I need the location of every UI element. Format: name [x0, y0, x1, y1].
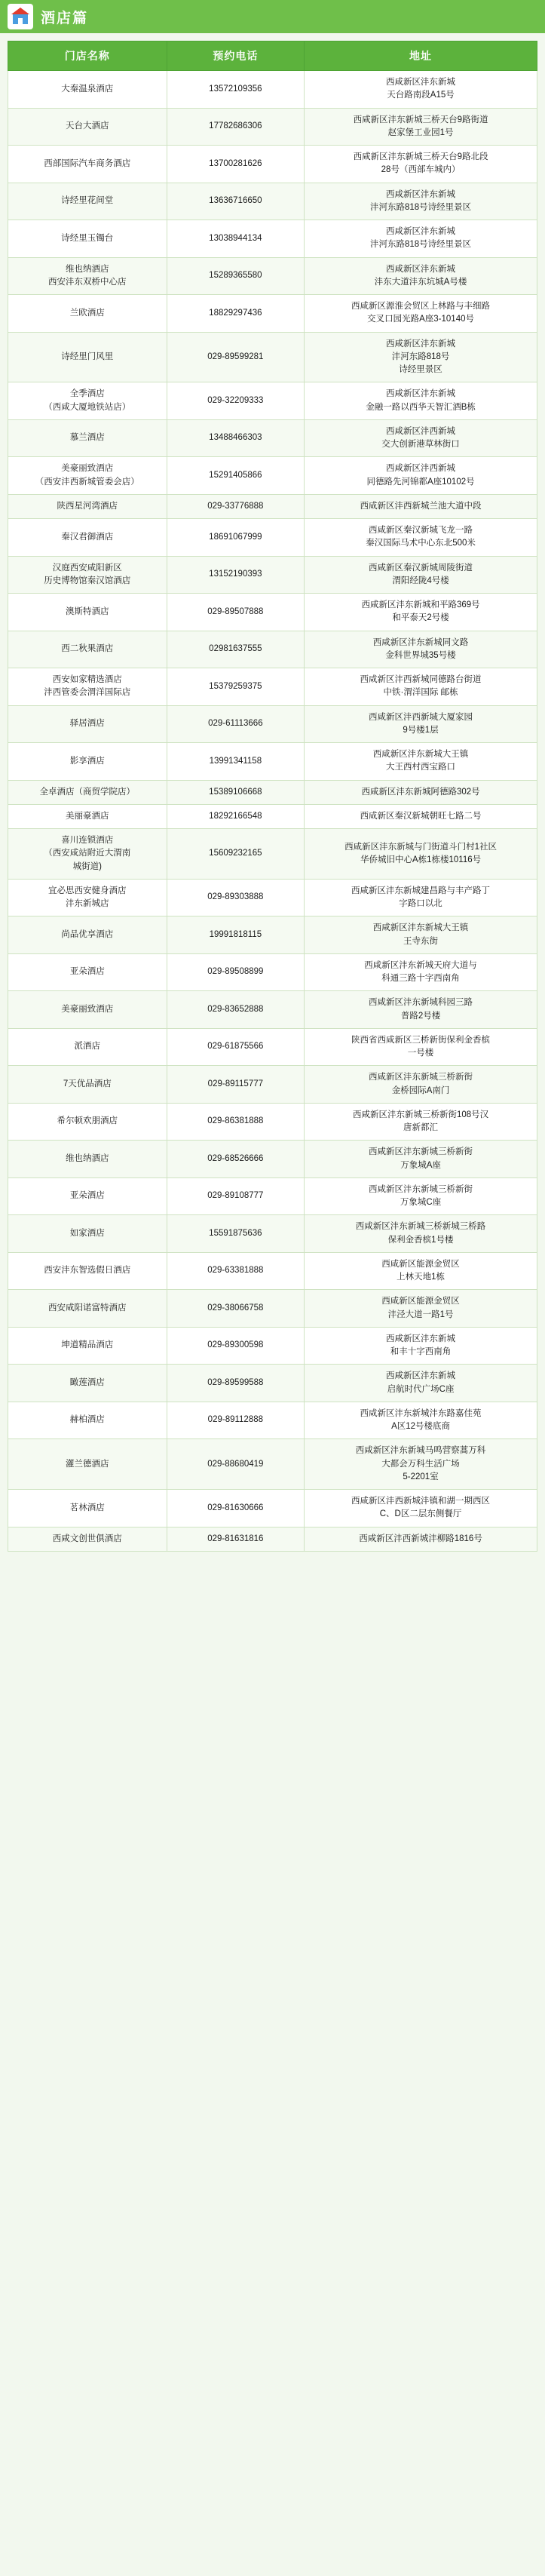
address-line: 西咸新区沣东新城马鸣营察蒿万科	[355, 1446, 486, 1456]
address-line: A区12号楼底商	[391, 1422, 451, 1431]
cell-address	[305, 1290, 537, 1328]
cell-store-name	[8, 780, 167, 804]
store-name-line: 沣西管委会渭洋国际店	[44, 688, 131, 698]
address-line: 西咸新区秦汉新城朝旺七路二号	[360, 811, 482, 821]
table-row	[8, 419, 537, 457]
store-name-line: 尚品优享酒店	[61, 929, 114, 939]
cell-store-name	[8, 953, 167, 991]
cell-store-name	[8, 1066, 167, 1104]
store-name-line: 如家酒店	[69, 1228, 105, 1238]
address-line: 西咸新区沣东新城	[386, 264, 456, 274]
address-line: 西咸新区沣东新城阿德路302号	[361, 787, 480, 797]
table-row	[8, 146, 537, 183]
store-name-line: 诗经里门风里	[61, 352, 114, 361]
store-name-line: 派酒店	[74, 1042, 101, 1052]
address-line: 西咸新区沣东新城	[386, 189, 456, 199]
cell-phone[interactable]: 02981637555	[167, 631, 305, 668]
address-line: 和丰十字西南角	[390, 1347, 452, 1356]
store-name-line: 宜必思西安健身酒店	[48, 886, 127, 895]
cell-address	[305, 183, 537, 220]
store-name-line: 诗经里花间堂	[61, 196, 114, 206]
cell-store-name	[8, 382, 167, 420]
cell-phone[interactable]: 029-89300598	[167, 1327, 305, 1365]
address-line: 西咸新区沣东新城	[386, 78, 456, 87]
store-name-line: 历史博物馆秦汉馆酒店	[44, 576, 131, 585]
address-line: 渭阳经陇4号楼	[392, 576, 449, 585]
cell-store-name	[8, 146, 167, 183]
cell-address	[305, 1402, 537, 1439]
address-line: 西咸新区能源金贸区	[381, 1297, 460, 1306]
cell-store-name	[8, 519, 167, 557]
cell-address	[305, 1439, 537, 1490]
cell-address	[305, 1141, 537, 1178]
address-line: 西咸新区沣东新城	[386, 339, 456, 348]
address-line: 华侨城旧中心A栋1栋楼10116号	[360, 855, 482, 864]
cell-address	[305, 916, 537, 954]
address-line: 一号楼	[407, 1049, 434, 1058]
store-name-line: 喜川连锁酒店	[61, 836, 114, 845]
cell-address	[305, 257, 537, 295]
cell-phone[interactable]: 029-81631816	[167, 1527, 305, 1551]
table-header-row	[8, 41, 537, 71]
cell-address	[305, 705, 537, 743]
address-line: 西咸新区沣西新城沣柳路1816号	[359, 1534, 482, 1543]
address-line: 和平泰天2号楼	[392, 613, 449, 623]
cell-phone[interactable]: 13152190393	[167, 556, 305, 594]
cell-address	[305, 332, 537, 382]
cell-address	[305, 1028, 537, 1066]
cell-phone[interactable]: 029-89115777	[167, 1066, 305, 1104]
table-row	[8, 220, 537, 258]
store-name-line: 全季酒店	[69, 389, 105, 399]
cell-store-name	[8, 1490, 167, 1527]
table-row	[8, 916, 537, 954]
table-row	[8, 991, 537, 1029]
store-name-line: 维也纳酒店	[66, 1153, 109, 1163]
table-row	[8, 556, 537, 594]
store-name-line: （西安咸站附近大渭南	[44, 849, 131, 858]
address-line: 沣东大道沣东坑城A号楼	[374, 277, 467, 287]
address-line: 西咸新区能源金贸区	[381, 1259, 460, 1269]
table-row	[8, 631, 537, 668]
address-line: 5-2201室	[403, 1472, 439, 1481]
cell-phone[interactable]: 13038944134	[167, 220, 305, 258]
address-line: 西咸新区沣东新城和平路369号	[361, 600, 480, 609]
address-line: 交大创新港草林街口	[381, 440, 460, 449]
address-line: 西咸新区沣西新城	[386, 426, 456, 436]
cell-store-name	[8, 1252, 167, 1290]
cell-store-name	[8, 1290, 167, 1328]
cell-store-name	[8, 494, 167, 518]
store-name-line: 瞰莲酒店	[69, 1377, 105, 1387]
cell-store-name	[8, 1028, 167, 1066]
cell-address	[305, 1365, 537, 1402]
cell-address	[305, 146, 537, 183]
cell-store-name	[8, 743, 167, 781]
cell-store-name	[8, 1402, 167, 1439]
address-line: 同德路先河锦都A座10102号	[366, 477, 475, 487]
cell-phone[interactable]: 17782686306	[167, 108, 305, 146]
cell-phone[interactable]: 029-89108777	[167, 1177, 305, 1215]
cell-phone[interactable]: 15609232165	[167, 829, 305, 880]
cell-store-name	[8, 879, 167, 916]
table-row	[8, 71, 537, 109]
address-line: 大王西村西宝路口	[386, 763, 456, 772]
address-line: 金融一路以西华天智汇酒B栋	[366, 402, 476, 412]
cell-store-name	[8, 668, 167, 706]
cell-address	[305, 295, 537, 333]
address-line: 西咸新区沣西新城大厦家园	[369, 712, 473, 722]
address-line: 字路口以北	[399, 899, 442, 908]
store-name-line: 西二秋果酒店	[61, 644, 114, 654]
address-line: 沣河东路818号	[391, 352, 450, 361]
cell-phone[interactable]: 18829297436	[167, 295, 305, 333]
address-line: 西咸新区沣东新城三桥天台9路街道	[353, 115, 488, 124]
address-line: 赵家堡工业园1号	[387, 127, 454, 137]
cell-phone[interactable]: 029-81630666	[167, 1490, 305, 1527]
cell-address	[305, 494, 537, 518]
address-line: 西咸新区沣西新城	[386, 464, 456, 474]
table-body	[8, 71, 537, 1552]
table-row	[8, 382, 537, 420]
store-name-line: 陕西星河湾酒店	[57, 501, 118, 511]
table-row	[8, 780, 537, 804]
address-line: 28号（西部车城内）	[381, 165, 461, 175]
address-line: 西咸新区沣东新城	[386, 389, 456, 399]
address-line: 大都会万科生活广场	[381, 1459, 460, 1469]
table-row	[8, 1490, 537, 1527]
address-line: 中铁·渭洋国际 邮栋	[383, 688, 458, 698]
table-header	[8, 41, 537, 71]
address-line: 西咸新区沣东新城三桥新街108号汉	[352, 1110, 489, 1119]
cell-phone[interactable]: 19991818115	[167, 916, 305, 954]
address-line: 秦汉国际马术中心东北500米	[366, 539, 476, 548]
address-line: 保利金香槟1号楼	[387, 1235, 454, 1245]
cell-phone[interactable]: 029-63381888	[167, 1252, 305, 1290]
cell-store-name	[8, 1177, 167, 1215]
table-row	[8, 1177, 537, 1215]
address-line: 西咸新区沣东新城	[386, 1371, 456, 1381]
table-row	[8, 1252, 537, 1290]
address-line: 诗经里景区	[399, 365, 442, 374]
store-name-line: 汉庭西安咸阳新区	[52, 563, 122, 573]
cell-address	[305, 804, 537, 828]
cell-address	[305, 519, 537, 557]
cell-address	[305, 556, 537, 594]
store-name-line: 西部国际汽车商务酒店	[44, 158, 131, 168]
cell-store-name	[8, 804, 167, 828]
cell-address	[305, 1215, 537, 1253]
table-row	[8, 1215, 537, 1253]
cell-phone[interactable]: 029-89303888	[167, 879, 305, 916]
cell-store-name	[8, 457, 167, 495]
address-line: 西咸新区秦汉新城周陵街道	[369, 563, 473, 573]
address-line: 西咸新区沣东新城与门街道斗门村1社区	[344, 842, 497, 852]
cell-address	[305, 382, 537, 420]
table-row	[8, 594, 537, 631]
address-line: 西咸新区沣西新城兰池大道中段	[360, 501, 482, 511]
address-line: 西咸新区沣东新城大王镇	[372, 750, 469, 759]
cell-store-name	[8, 108, 167, 146]
store-name-line: 城街道)	[72, 861, 102, 871]
cell-store-name	[8, 332, 167, 382]
store-name-line: 美豪丽致酒店	[61, 1004, 114, 1014]
address-line: 西咸新区沣东新城天府大道与	[364, 960, 477, 970]
table-row	[8, 1402, 537, 1439]
address-line: 西咸新区秦汉新城飞龙一路	[369, 526, 473, 535]
cell-address	[305, 1527, 537, 1551]
cell-store-name	[8, 419, 167, 457]
cell-phone[interactable]: 029-33776888	[167, 494, 305, 518]
store-name-line: （西安沣西新城管委会店）	[35, 477, 139, 487]
store-name-line: 坤道精品酒店	[61, 1340, 114, 1350]
table-row	[8, 457, 537, 495]
address-line: 沣泾大道一路1号	[387, 1309, 454, 1319]
address-line: 西咸新区沣西新城沣镇和湖一期西区	[351, 1497, 491, 1506]
cell-address	[305, 879, 537, 916]
address-line: 西咸新区沣东新城科园三路	[369, 998, 473, 1008]
table-row	[8, 494, 537, 518]
address-line: 沣河东路818号诗经里景区	[369, 240, 472, 250]
address-line: 西咸新区沣东新城三桥新街	[369, 1184, 473, 1194]
cell-store-name	[8, 1103, 167, 1141]
address-line: 西咸新区沣东新城	[386, 227, 456, 236]
cell-phone[interactable]: 13572109356	[167, 71, 305, 109]
table-row	[8, 108, 537, 146]
store-name-line: 西安如家精选酒店	[52, 675, 122, 684]
store-name-line: 7天优品酒店	[63, 1079, 112, 1088]
cell-phone[interactable]: 18691067999	[167, 519, 305, 557]
cell-address	[305, 1490, 537, 1527]
store-name-line: 美豪丽致酒店	[61, 464, 114, 474]
cell-store-name	[8, 1365, 167, 1402]
hotel-building-icon	[8, 4, 33, 29]
cell-phone[interactable]: 13700281626	[167, 146, 305, 183]
cell-phone[interactable]: 13636716650	[167, 183, 305, 220]
cell-address	[305, 457, 537, 495]
store-name-line: 赫柏酒店	[69, 1415, 105, 1425]
address-line: 西咸新区沣东新城	[386, 1334, 456, 1343]
cell-address	[305, 1177, 537, 1215]
address-line: 唐新都汇	[403, 1123, 439, 1132]
store-name-line: 亚朵酒店	[69, 1191, 105, 1201]
cell-phone[interactable]: 029-89507888	[167, 594, 305, 631]
cell-store-name	[8, 556, 167, 594]
cell-address	[305, 668, 537, 706]
cell-store-name	[8, 1439, 167, 1490]
address-line: 9号楼1层	[403, 725, 439, 735]
address-line: C、D区二层东侧餐厅	[379, 1509, 462, 1519]
cell-phone[interactable]: 15379259375	[167, 668, 305, 706]
table-row	[8, 183, 537, 220]
cell-phone[interactable]: 029-61875566	[167, 1028, 305, 1066]
address-line: 沣河东路818号诗经里景区	[369, 202, 472, 212]
cell-address	[305, 743, 537, 781]
cell-address	[305, 71, 537, 109]
cell-store-name	[8, 991, 167, 1029]
store-name-line: 亚朵酒店	[69, 967, 105, 977]
cell-address	[305, 829, 537, 880]
cell-phone[interactable]: 029-61113666	[167, 705, 305, 743]
table-row	[8, 519, 537, 557]
cell-store-name	[8, 594, 167, 631]
address-line: 西咸新区沣东新城三桥新街	[369, 1073, 473, 1082]
table-row	[8, 1290, 537, 1328]
column-header-address: 地址	[305, 41, 537, 71]
cell-phone[interactable]: 029-89508899	[167, 953, 305, 991]
page-title: 酒店篇	[41, 10, 89, 26]
table-row	[8, 1365, 537, 1402]
address-line: 天台路南段A15号	[387, 91, 455, 100]
address-line: 西咸新区沣东新城三桥新街	[369, 1147, 473, 1157]
store-name-line: 希尔顿欢朋酒店	[57, 1116, 118, 1126]
store-name-line: 慕兰酒店	[69, 433, 105, 443]
address-line: 西咸新区源淮会贸区上林路与丰细路	[351, 302, 491, 311]
table-row	[8, 743, 537, 781]
table-row	[8, 1103, 537, 1141]
cell-address	[305, 419, 537, 457]
store-name-line: 天台大酒店	[66, 121, 109, 131]
cell-phone[interactable]: 15289365580	[167, 257, 305, 295]
store-name-line: 全卓酒店（商贸学院店）	[39, 787, 136, 797]
table-row	[8, 879, 537, 916]
address-line: 陕西省西咸新区三桥新街保利金香槟	[351, 1035, 491, 1045]
cell-store-name	[8, 1327, 167, 1365]
store-name-line: 兰欧酒店	[69, 308, 105, 318]
cell-store-name	[8, 220, 167, 258]
address-line: 西咸新区沣西新城同德路台街道	[360, 675, 482, 684]
cell-address	[305, 1066, 537, 1104]
address-line: 上林天地1栋	[397, 1273, 445, 1282]
cell-phone[interactable]: 13488466303	[167, 419, 305, 457]
page-header	[0, 0, 545, 33]
cell-phone[interactable]: 15389106668	[167, 780, 305, 804]
address-line: 万象城A座	[400, 1160, 441, 1170]
store-name-line: 沣东新城店	[66, 899, 109, 908]
cell-phone[interactable]: 029-89599281	[167, 332, 305, 382]
cell-store-name	[8, 631, 167, 668]
cell-address	[305, 1103, 537, 1141]
address-line: 启航时代广场C座	[387, 1384, 455, 1394]
table-row	[8, 1439, 537, 1490]
table-row	[8, 1327, 537, 1365]
hotel-table	[8, 41, 537, 1552]
store-name-line: 西安沣东智选假日酒店	[44, 1266, 131, 1276]
store-name-line: 美丽豪酒店	[66, 811, 109, 821]
address-line: 金科世界城35号楼	[385, 650, 456, 660]
cell-store-name	[8, 1215, 167, 1253]
table-row	[8, 332, 537, 382]
store-name-line: 诗经里玉镯台	[61, 233, 114, 243]
address-line: 西咸新区沣东新城三桥天台9路北段	[353, 152, 488, 161]
cell-phone[interactable]: 15591875636	[167, 1215, 305, 1253]
store-name-line: 茗林酒店	[69, 1503, 105, 1512]
cell-phone[interactable]: 15291405866	[167, 457, 305, 495]
address-line: 王寺东街	[403, 936, 439, 946]
store-name-line: （西咸大厦地铁站店）	[44, 402, 131, 412]
column-header-phone: 预约电话	[167, 41, 305, 71]
cell-address	[305, 594, 537, 631]
store-name-line: 西安咸阳诺富特酒店	[48, 1303, 127, 1313]
address-line: 西咸新区沣东新城建昌路与丰产路丁	[351, 886, 491, 895]
store-name-line: 驿居酒店	[69, 719, 105, 729]
table-row	[8, 1028, 537, 1066]
cell-phone[interactable]: 13991341158	[167, 743, 305, 781]
cell-phone[interactable]: 029-68526666	[167, 1141, 305, 1178]
address-line: 西咸新区沣东新城大王镇	[372, 923, 469, 933]
table-row	[8, 705, 537, 743]
cell-address	[305, 631, 537, 668]
cell-phone[interactable]: 029-83652888	[167, 991, 305, 1029]
cell-store-name	[8, 183, 167, 220]
table-row	[8, 804, 537, 828]
address-line: 万象城C座	[400, 1198, 442, 1207]
cell-phone[interactable]: 18292166548	[167, 804, 305, 828]
address-line: 普路2号楼	[400, 1011, 441, 1021]
store-name-line: 澳斯特酒店	[66, 606, 109, 616]
cell-store-name	[8, 257, 167, 295]
cell-address	[305, 1327, 537, 1365]
hotel-table-wrapper	[0, 33, 545, 1552]
store-name-line: 维也纳酒店	[66, 264, 109, 274]
cell-store-name	[8, 705, 167, 743]
cell-address	[305, 108, 537, 146]
cell-phone[interactable]: 029-88680419	[167, 1439, 305, 1490]
table-row	[8, 1066, 537, 1104]
table-row	[8, 953, 537, 991]
table-row	[8, 257, 537, 295]
table-row	[8, 295, 537, 333]
cell-store-name	[8, 916, 167, 954]
cell-phone[interactable]: 029-89599588	[167, 1365, 305, 1402]
address-line: 交叉口园光路A座3-10140号	[367, 315, 474, 324]
cell-phone[interactable]: 029-38066758	[167, 1290, 305, 1328]
table-row	[8, 1527, 537, 1551]
cell-phone[interactable]: 029-86381888	[167, 1103, 305, 1141]
cell-address	[305, 1252, 537, 1290]
store-name-line: 影享酒店	[69, 756, 105, 766]
cell-address	[305, 780, 537, 804]
cell-store-name	[8, 1527, 167, 1551]
cell-store-name	[8, 1141, 167, 1178]
store-name-line: 大秦温泉酒店	[61, 84, 114, 94]
table-row	[8, 668, 537, 706]
store-name-line: 西咸文创世俱酒店	[52, 1534, 122, 1543]
address-line: 西咸新区沣东新城沣东路嘉佳苑	[360, 1408, 482, 1418]
cell-store-name	[8, 829, 167, 880]
cell-store-name	[8, 295, 167, 333]
cell-store-name	[8, 71, 167, 109]
address-line: 西咸新区沣东新城同文路	[372, 637, 469, 647]
column-header-name: 门店名称	[8, 41, 167, 71]
address-line: 金桥园际A南门	[391, 1085, 450, 1095]
cell-address	[305, 953, 537, 991]
address-line: 科通三路十字西南角	[381, 974, 460, 983]
store-name-line: 西安沣东双桥中心店	[48, 277, 127, 287]
table-row	[8, 1141, 537, 1178]
cell-phone[interactable]: 029-89112888	[167, 1402, 305, 1439]
store-name-line: 秦汉君御酒店	[61, 532, 114, 542]
cell-phone[interactable]: 029-32209333	[167, 382, 305, 420]
address-line: 西咸新区沣东新城三桥新城三桥路	[355, 1222, 486, 1232]
cell-address	[305, 220, 537, 258]
store-name-line: 灌兰德酒店	[66, 1459, 109, 1469]
cell-address	[305, 991, 537, 1029]
table-row	[8, 829, 537, 880]
